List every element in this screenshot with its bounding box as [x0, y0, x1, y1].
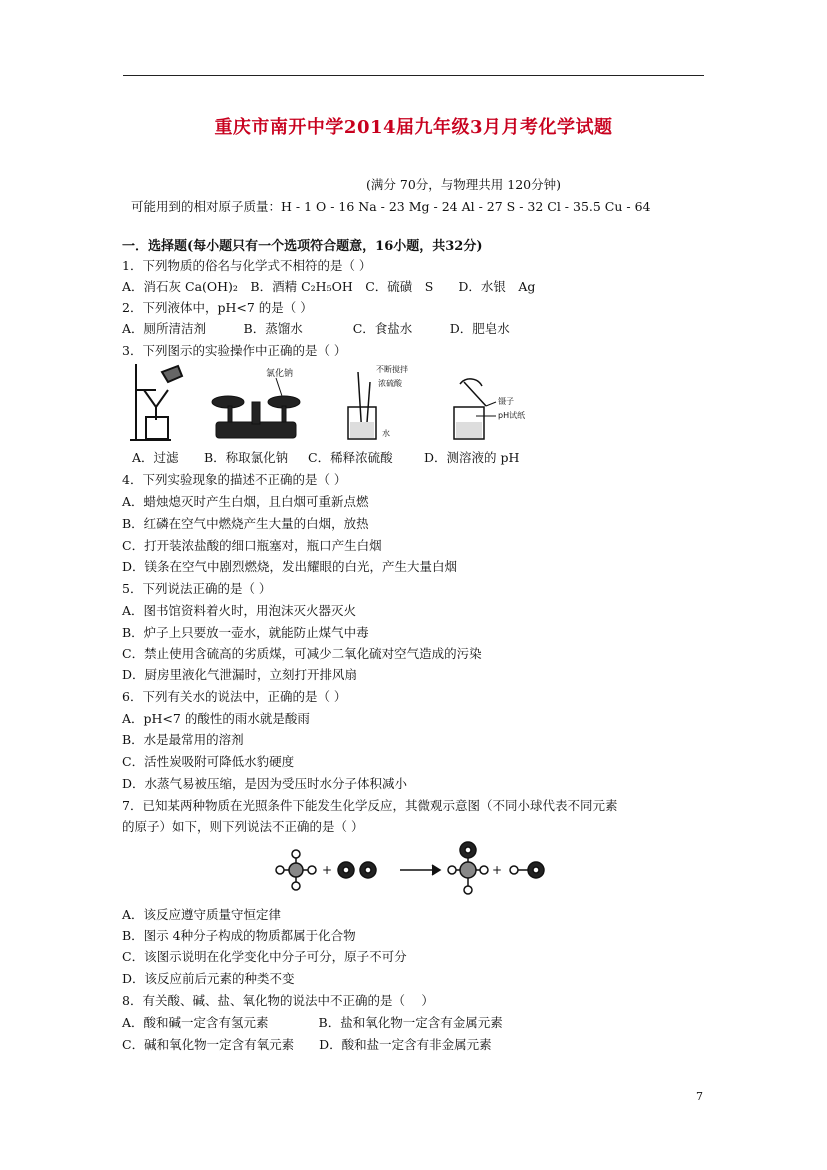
question-4: 4．下列实验现象的描述不正确的是（ ）: [122, 472, 347, 487]
question-2: 2．下列液体中，pH<7 的是（ ）: [122, 300, 313, 315]
q7-option-a: A．该反应遵守质量守恒定律: [122, 907, 282, 922]
dilution-apparatus: [348, 364, 408, 439]
svg-text:+: +: [492, 863, 503, 877]
q3-figure: [126, 362, 566, 444]
question-7-cont: 的原子）如下，则下列说法不正确的是（ ）: [122, 819, 364, 834]
question-2-options: A．厕所清洁剂 B．蒸馏水 C．食盐水 D．肥皂水: [122, 321, 510, 336]
question-1: 1．下列物质的俗名与化学式不相符的是（ ）: [122, 258, 372, 273]
question-8: 8．有关酸、碱、盐、氧化物的说法中不正确的是（ ）: [122, 993, 434, 1008]
label-water: 水: [382, 429, 390, 438]
q5-option-c: C．禁止使用含硫高的劣质煤，可减少二氧化硫对空气造成的污染: [122, 646, 482, 661]
svg-text:+: +: [322, 863, 333, 877]
label-stir: 不断搅拌: [376, 365, 408, 374]
q5-option-b: B．炉子上只要放一壶水，就能防止煤气中毒: [122, 625, 369, 640]
molecule-product-2: [510, 862, 544, 878]
question-7: 7．已知某两种物质在光照条件下能发生化学反应，其微观示意图（不同小球代表不同元素: [122, 798, 618, 813]
molecule-reactant-1: [276, 850, 316, 890]
q7-reaction-figure: [270, 840, 560, 896]
q7-option-c: C．该图示说明在化学变化中分子可分，原子不可分: [122, 949, 407, 964]
question-1-options: A．消石灰 Ca(OH)₂ B．酒精 C₂H₅OH C．硫磺 S D．水银 Ag: [122, 279, 536, 294]
caption-c: C．稀释浓硫酸: [308, 450, 393, 465]
label-tweezers: 镊子: [498, 397, 514, 406]
question-3: 3．下列图示的实验操作中正确的是（ ）: [122, 343, 347, 358]
q5-option-a: A．图书馆资料着火时，用泡沫灭火器灭火: [122, 603, 357, 618]
label-nacl: 氯化钠: [266, 369, 294, 379]
caption-d: D．测溶液的 pH: [424, 450, 520, 465]
page-number: 7: [696, 1090, 703, 1103]
page-title: 重庆市南开中学2014届九年级3月月考化学试题: [214, 117, 613, 138]
question-5: 5．下列说法正确的是（ ）: [122, 581, 272, 596]
q7-option-b: B．图示 4种分子构成的物质都属于化合物: [122, 928, 356, 943]
q6-option-a: A．pH<7 的酸性的雨水就是酸雨: [122, 711, 310, 726]
section-heading: 一．选择题(每小题只有一个选项符合题意，16小题，共32分): [122, 239, 483, 254]
ph-test-apparatus: [454, 379, 525, 439]
atomic-masses: 可能用到的相对原子质量：H - 1 O - 16 Na - 23 Mg - 24 Al - 27 S - 32 Cl - 35.5 Cu - 64: [131, 199, 651, 214]
q4-option-a: A．蜡烛熄灭时产生白烟，且白烟可重新点燃: [122, 494, 369, 509]
score-note: (满分 70分，与物理共用 120分钟): [366, 177, 561, 192]
molecule-product-1: [448, 842, 488, 894]
balance-apparatus: [212, 367, 300, 438]
molecule-reactant-2: [338, 862, 376, 878]
q6-option-d: D．水蒸气易被压缩，是因为受压时水分子体积减小: [122, 776, 408, 791]
label-acid: 浓硫酸: [378, 379, 402, 388]
caption-b: B．称取氯化钠: [204, 450, 289, 465]
question-6: 6．下列有关水的说法中，正确的是（ ）: [122, 689, 347, 704]
q6-option-b: B．水是最常用的溶剂: [122, 732, 244, 747]
q6-option-c: C．活性炭吸附可降低水豹硬度: [122, 754, 295, 769]
q7-option-d: D．该反应前后元素的种类不变: [122, 971, 295, 986]
q4-option-c: C．打开装浓盐酸的细口瓶塞对，瓶口产生白烟: [122, 538, 382, 553]
caption-a: A．过滤: [132, 450, 179, 465]
filtration-apparatus: [130, 364, 182, 440]
q8-options-ab: A．酸和碱一定含有氢元素 B．盐和氧化物一定含有金属元素: [122, 1015, 503, 1030]
label-ph-paper: pH试纸: [498, 411, 526, 420]
q8-options-cd: C．碱和氧化物一定含有氧元素 D．酸和盐一定含有非金属元素: [122, 1037, 492, 1052]
q4-option-d: D．镁条在空气中剧烈燃烧，发出耀眼的白光，产生大量白烟: [122, 559, 458, 574]
q4-option-b: B．红磷在空气中燃烧产生大量的白烟，放热: [122, 516, 369, 531]
header-rule: [123, 75, 704, 76]
q5-option-d: D．厨房里液化气泄漏时，立刻打开排风扇: [122, 667, 358, 682]
reaction-arrow: [400, 865, 440, 875]
